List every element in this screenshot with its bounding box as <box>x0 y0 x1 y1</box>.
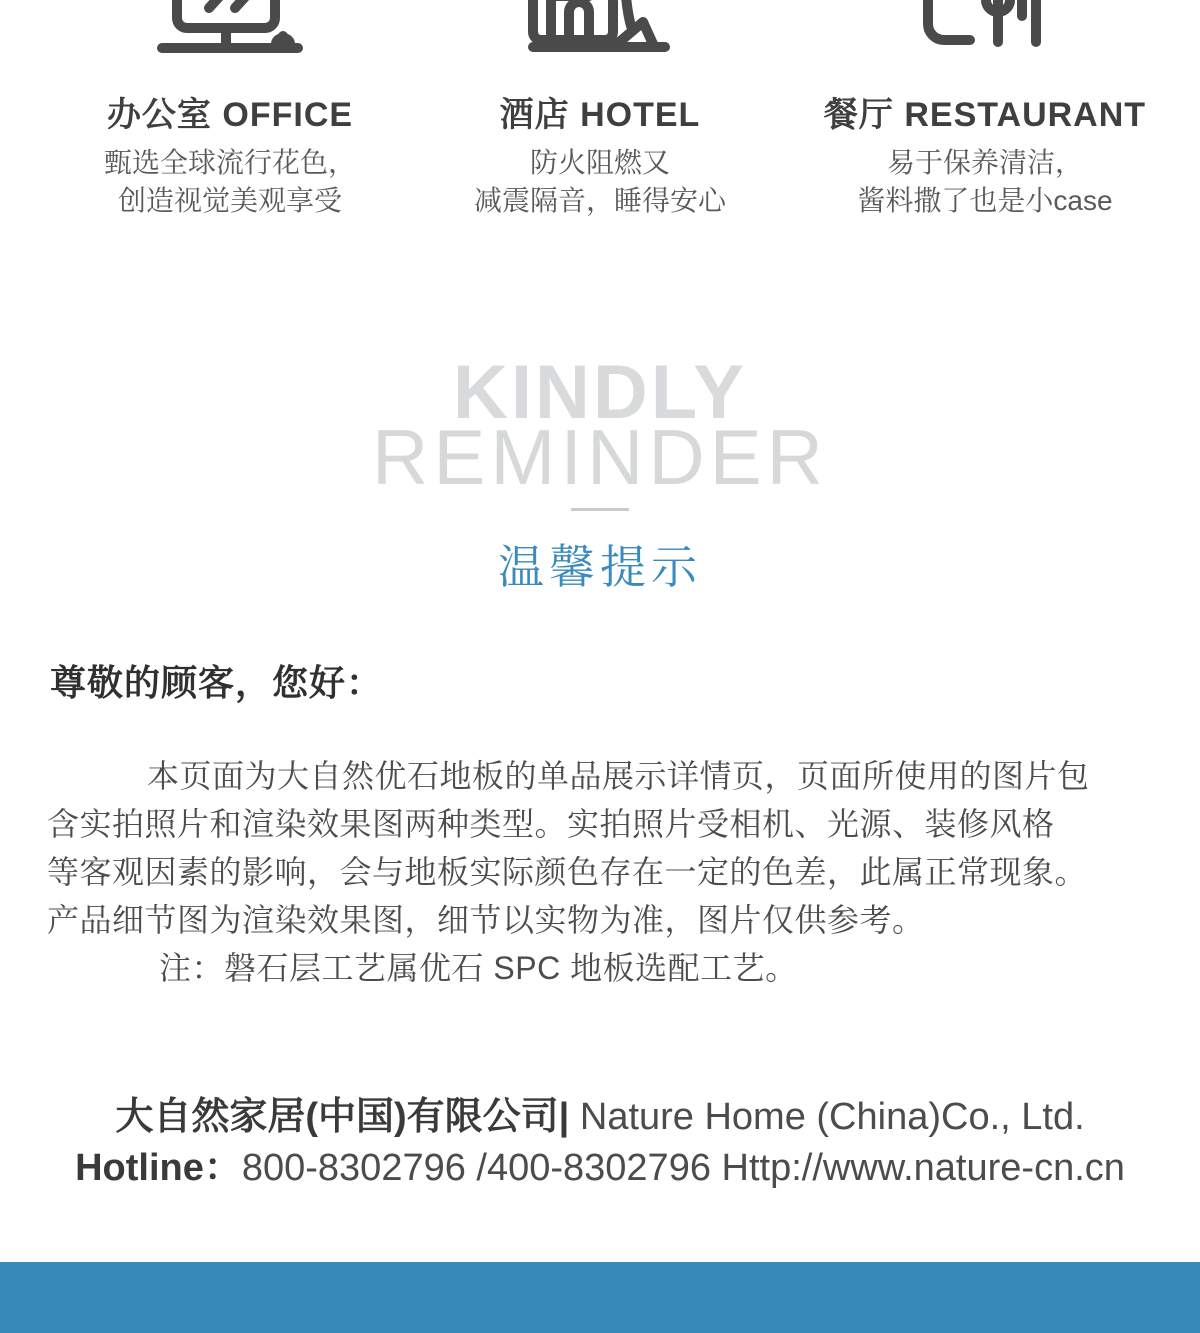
feature-title-office: 办公室 OFFICE <box>106 96 354 134</box>
feature-desc-line: 易于保养清洁， <box>886 147 1083 178</box>
company-name-english: Nature Home (China)Co., Ltd. <box>569 1096 1085 1138</box>
company-name-line <box>0 1085 1200 1140</box>
feature-desc-line: 创造视觉美观享受 <box>117 185 342 216</box>
feature-desc-line: 酱料撒了也是小case <box>857 185 1113 216</box>
notice-paragraph <box>47 752 1167 992</box>
customer-greeting: 尊敬的顾客，您好： <box>50 662 384 703</box>
hotline-line <box>0 1136 1200 1191</box>
restaurant-cutlery-icon <box>775 0 1195 55</box>
company-name-chinese: 大自然家居(中国)有限公司| <box>115 1096 570 1138</box>
feature-desc-line: 减震隔音，睡得安心 <box>473 185 726 216</box>
feature-title-restaurant: 餐厅 RESTAURANT <box>823 96 1147 134</box>
notice-line: 本页面为大自然优石地板的单品展示详情页，页面所使用的图片包 <box>147 758 1090 794</box>
bottom-blue-bar <box>0 1262 1200 1333</box>
feature-restaurant <box>775 0 1195 220</box>
hotline-numbers-and-url: 800-8302796 /400-8302796 Http://www.nature-cn.cn <box>241 1147 1125 1189</box>
feature-title-hotel: 酒店 HOTEL <box>499 96 701 134</box>
feature-hotel <box>420 0 780 220</box>
divider <box>571 508 629 511</box>
notice-line: 等客观因素的影响，会与地板实际颜色存在一定的色差，此属正常现象。 <box>47 854 1088 890</box>
kindly-reminder-section <box>0 350 1200 597</box>
feature-desc-line: 甄选全球流行花色， <box>103 147 356 178</box>
kindly-heading-chinese: 温馨提示 <box>498 541 702 593</box>
hotline-label: Hotline： <box>75 1147 242 1189</box>
notice-line: 含实拍照片和渲染效果图两种类型。实拍照片受相机、光源、装修风格 <box>47 806 1055 842</box>
notice-line: 产品细节图为渲染效果图，细节以实物为准，图片仅供参考。 <box>47 902 925 938</box>
notice-line: 注：磐石层工艺属优石 SPC 地板选配工艺。 <box>159 950 798 986</box>
office-desktop-icon <box>20 0 440 55</box>
feature-desc-line: 防火阻燃又 <box>529 147 670 178</box>
kindly-heading-line2: REMINDER <box>371 413 828 501</box>
hotel-bed-icon <box>420 0 780 55</box>
kindly-heading-line1: KINDLY <box>453 350 747 435</box>
feature-office <box>20 0 440 220</box>
